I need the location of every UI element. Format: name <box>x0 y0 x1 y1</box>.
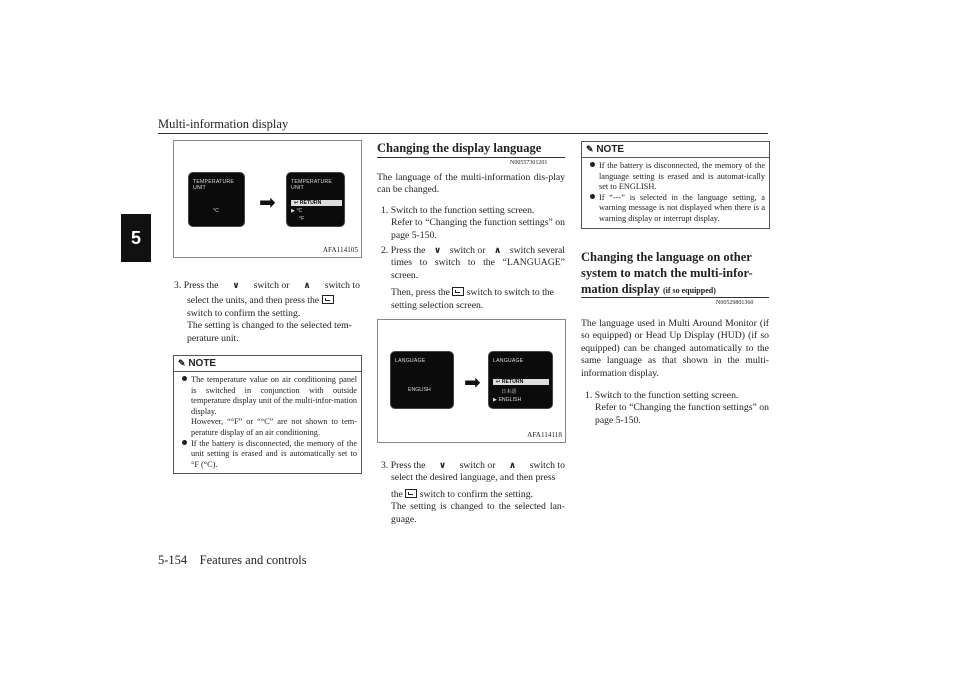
note-bullet <box>590 161 765 193</box>
language-screen-after <box>488 351 553 409</box>
step-text: The setting is changed to the selected lan-guage. <box>391 501 565 525</box>
section-title-display-language: Changing the display language <box>377 141 542 155</box>
note-text: The temperature value on air conditioning panel is switched in conjunction with outside temperature display unit of the multi-infor-mation display. <box>191 375 357 416</box>
language-screen-before <box>390 351 454 409</box>
step-text: The setting is changed to the selected tem- <box>187 320 352 332</box>
right-arrow-icon: ➡ <box>464 370 481 394</box>
step-text: 3. Press the <box>381 460 426 471</box>
middle-step-2 <box>381 245 565 312</box>
section-rule <box>377 157 565 158</box>
step-text: switch or <box>459 460 496 471</box>
step-text: switch several <box>509 245 565 256</box>
step-text: the <box>391 488 403 500</box>
bullet-dot-icon <box>590 194 595 199</box>
note-text: If the battery is disconnected, the memory of the unit setting is erased and is automatically set to °F (°C). <box>191 438 357 469</box>
step-text: select the units, and then press the <box>187 295 320 307</box>
chevron-up-icon: ∧ <box>494 246 502 256</box>
note-bullet <box>590 193 765 225</box>
screen-title-line1: TEMPERATURE <box>193 179 235 185</box>
step-text: perature unit. <box>187 332 239 344</box>
language-figure <box>377 319 566 443</box>
option-english: ▶ ENGLISH <box>493 397 522 403</box>
title-line: mation display <box>581 282 660 296</box>
step-text: 1. Switch to the function setting screen. <box>585 390 739 401</box>
page-header-title: Multi-information display <box>158 117 289 131</box>
note-body <box>582 158 769 228</box>
return-option: ↩ RETURN <box>493 379 549 385</box>
note-body <box>174 372 361 473</box>
note-text: If the battery is disconnected, the memory of the language setting is erased and is automat-ically set to ENGLISH. <box>599 161 765 192</box>
return-label: RETURN <box>501 379 524 385</box>
chevron-down-icon: ∨ <box>438 461 447 471</box>
step-text: 1. Switch to the function setting screen. <box>381 205 535 216</box>
return-option: ↩ RETURN <box>291 200 342 206</box>
screen-value: °C <box>213 208 219 214</box>
chevron-down-icon: ∨ <box>433 246 442 256</box>
note-bullet <box>182 439 357 471</box>
bullet-dot-icon <box>182 376 187 381</box>
option-japanese: 日本語 <box>501 389 517 395</box>
footer-section: Features and controls <box>199 553 307 567</box>
option-celsius-label: °C <box>296 208 303 214</box>
screen-title: LANGUAGE <box>493 358 524 364</box>
right-arrow-icon: ➡ <box>259 190 276 214</box>
step-text: switch to confirm the setting. <box>187 307 301 319</box>
step-text: 2. Press the <box>381 245 426 256</box>
step-text: Refer to “Changing the function settings” on page 5-150. <box>595 402 769 426</box>
screen-title-line2: UNIT <box>193 185 206 191</box>
left-note-box <box>173 355 362 474</box>
return-label: RETURN <box>299 200 322 206</box>
temperature-figure <box>173 140 362 258</box>
step-text: select the desired language, and then press <box>391 472 556 484</box>
step-text: switch to <box>324 280 360 291</box>
pencil-icon: ✎ <box>586 144 594 154</box>
note-text: However, “°F” or “°C” are not shown to tem-perature display of an air conditioning. <box>191 417 357 437</box>
screen-title-line1: TEMPERATURE <box>291 179 333 185</box>
bullet-dot-icon <box>590 162 595 167</box>
title-line: Changing the language on other <box>581 250 752 264</box>
step-text: setting selection screen. <box>391 299 484 311</box>
note-header <box>174 356 361 372</box>
chevron-down-icon: ∨ <box>232 281 240 291</box>
section-rule <box>581 297 769 298</box>
step-text: switch to switch to the <box>466 287 554 299</box>
enter-switch-icon <box>405 489 417 498</box>
title-suffix: (if so equipped) <box>662 286 716 295</box>
note-label: NOTE <box>188 358 217 369</box>
step-text: switch or <box>253 280 290 291</box>
section-code: N00557301201 <box>510 160 548 166</box>
left-step-3 <box>174 280 360 345</box>
note-label: NOTE <box>596 144 625 155</box>
enter-switch-icon <box>322 295 334 304</box>
figure-code: AFA114105 <box>322 246 358 254</box>
section-code: N00529801360 <box>716 300 754 306</box>
page-footer <box>158 553 307 568</box>
temperature-screen-before <box>188 172 245 227</box>
screen-value: ENGLISH <box>408 387 431 393</box>
right-paragraph: The language used in Multi Around Monitor (if so equipped) or Head Up Display (HUD) (if so equipped) can be changed automatically to the same language as that shown in the multi-information display. <box>581 318 769 379</box>
step-text: switch to confirm the setting. <box>419 488 533 500</box>
right-note-box <box>581 141 770 229</box>
screen-title-line2: UNIT <box>291 185 304 191</box>
step-text: Then, press the <box>391 287 450 299</box>
option-english-label: ENGLISH <box>498 397 522 403</box>
chevron-up-icon: ∧ <box>303 281 311 291</box>
right-step-1 <box>585 390 769 427</box>
note-header <box>582 142 769 158</box>
option-celsius: ▶ °C <box>291 208 303 214</box>
option-fahrenheit: °F <box>299 216 305 222</box>
bullet-dot-icon <box>182 440 187 445</box>
step-text: 3. Press the <box>174 280 219 291</box>
chapter-tab: 5 <box>121 214 151 262</box>
screen-title: LANGUAGE <box>395 358 426 364</box>
step-text: switch to <box>529 460 565 471</box>
enter-switch-icon <box>452 287 464 296</box>
step-text: switch or <box>449 245 486 256</box>
note-bullet <box>182 375 357 439</box>
temperature-screen-after <box>286 172 345 227</box>
title-line: system to match the multi-infor- <box>581 266 753 280</box>
chevron-up-icon: ∧ <box>508 461 517 471</box>
middle-step-1 <box>381 205 565 242</box>
figure-code: AFA114118 <box>527 431 562 439</box>
step-text: Refer to “Changing the function settings” on page 5-150. <box>391 217 565 241</box>
pencil-icon: ✎ <box>178 358 186 368</box>
note-text: If “---” is selected in the language setting, a warning message is not displayed when there is a warning display or interrupt display. <box>599 192 765 223</box>
section-title-other-system <box>581 249 769 299</box>
intro-paragraph: The language of the multi-information dis-play can be changed. <box>377 172 565 196</box>
middle-step-3 <box>381 460 565 526</box>
header-rule <box>158 133 768 134</box>
page-number: 5-154 <box>158 553 188 567</box>
step-text: times to switch to the “LANGUAGE” screen. <box>391 257 565 281</box>
